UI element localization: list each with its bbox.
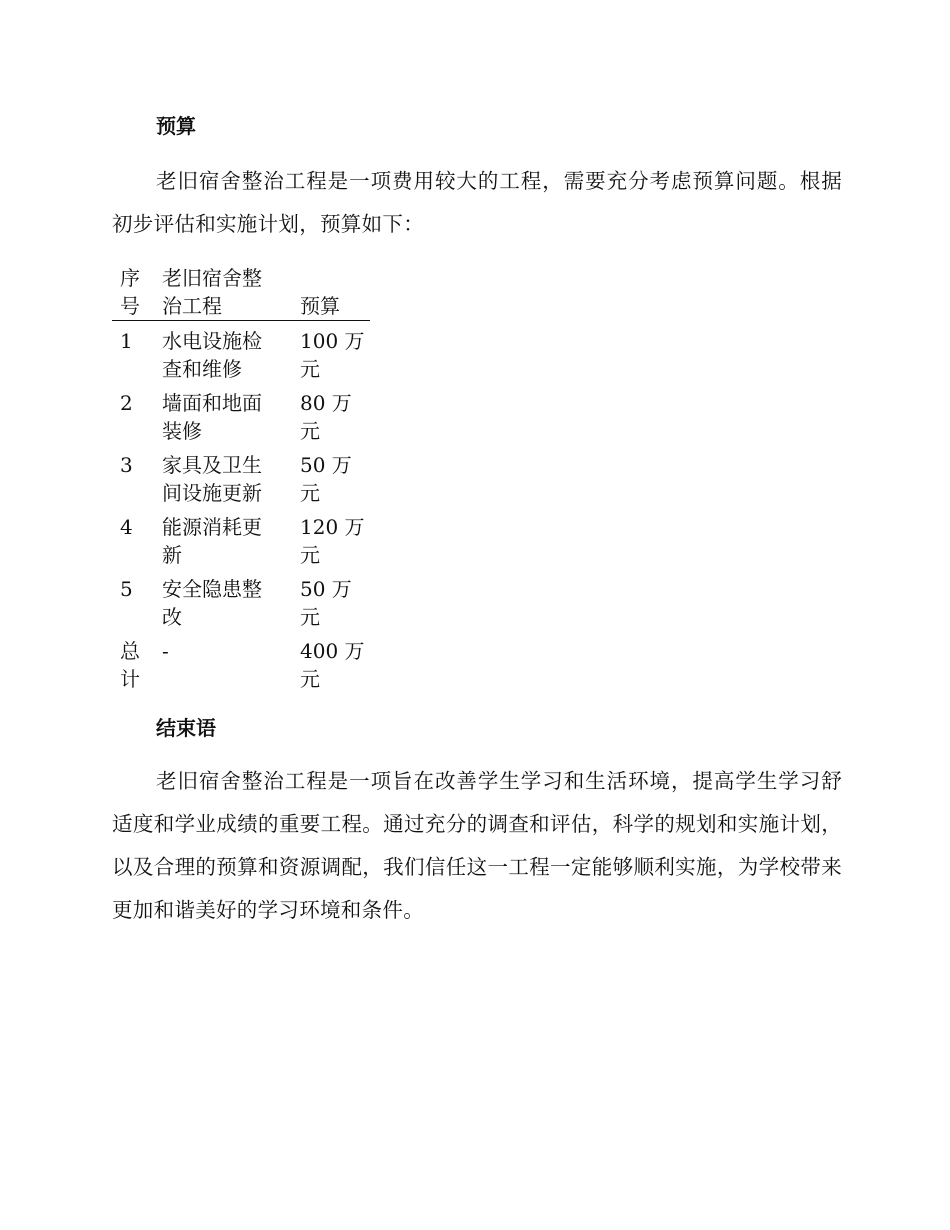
row-no: 1 (120, 329, 133, 353)
row-budget: 120 万元 (300, 515, 365, 567)
row-budget: 50 万元 (300, 453, 352, 505)
total-budget: 400 万元 (300, 639, 365, 691)
row-no: 4 (120, 515, 133, 539)
table-header-row (112, 264, 370, 321)
row-item: 家具及卫生间设施更新 (162, 453, 262, 505)
table-row (112, 383, 370, 445)
budget-table (112, 264, 370, 693)
header-budget: 预算 (300, 264, 370, 321)
table-row (112, 507, 370, 569)
conclusion-paragraph: 老旧宿舍整治工程是一项旨在改善学生学习和生活环境，提高学生学习舒适度和学业成绩的重要工程。通过充分的调查和评估，科学的规划和实施计划，以及合理的预算和资源调配，我们信任这一工程一定能够顺利实施，为学校带来更加和谐美好的学习环境和条件。 (112, 769, 842, 922)
total-item: - (162, 639, 169, 663)
row-item: 水电设施检查和维修 (162, 329, 262, 381)
row-item: 安全隐患整改 (162, 577, 262, 629)
header-no: 序号 (112, 264, 162, 321)
row-item: 能源消耗更新 (162, 515, 262, 567)
row-budget: 50 万元 (300, 577, 352, 629)
table-total-row (112, 631, 370, 693)
row-no: 2 (120, 391, 133, 415)
table-row (112, 321, 370, 384)
total-label: 总计 (120, 639, 140, 691)
row-budget: 100 万元 (300, 329, 365, 381)
row-no: 3 (120, 453, 133, 477)
budget-intro-paragraph: 老旧宿舍整治工程是一项费用较大的工程，需要充分考虑预算问题。根据初步评估和实施计划，预算如下： (112, 169, 842, 236)
row-budget: 80 万元 (300, 391, 352, 443)
header-item: 老旧宿舍整治工程 (162, 264, 300, 321)
row-item: 墙面和地面装修 (162, 391, 262, 443)
row-no: 5 (120, 577, 133, 601)
conclusion-heading: 结束语 (156, 716, 216, 740)
table-row (112, 569, 370, 631)
budget-heading: 预算 (156, 114, 196, 138)
table-row (112, 445, 370, 507)
